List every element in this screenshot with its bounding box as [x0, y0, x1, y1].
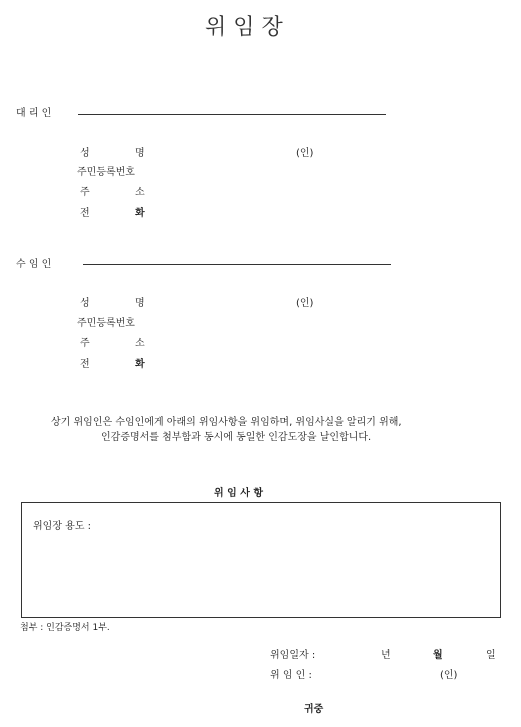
- delegator-name-label-2: 명: [135, 298, 145, 309]
- statement-line-2: 인감증명서를 첨부함과 동시에 동일한 인감도장을 날인합니다.: [101, 432, 372, 443]
- principal-label: 위 임 인 :: [270, 670, 312, 681]
- agent-phone-label: 전: [80, 208, 90, 219]
- delegator-address-label: 주: [80, 338, 90, 349]
- agent-id-label: 주민등록번호: [77, 167, 135, 178]
- date-label: 위임일자 :: [270, 650, 316, 661]
- agent-phone-label-2: 화: [135, 208, 145, 219]
- delegator-underline[interactable]: [83, 264, 391, 265]
- agent-heading: 대 리 인: [16, 108, 52, 119]
- date-day: 일: [486, 650, 496, 661]
- delegator-seal: (인): [296, 298, 314, 309]
- matters-heading: 위 임 사 항: [214, 488, 264, 499]
- attachment-note: 첨부 : 인감증명서 1부.: [20, 623, 110, 633]
- agent-address-label: 주: [80, 187, 90, 198]
- delegator-phone-label: 전: [80, 359, 90, 370]
- principal-seal: (인): [440, 670, 458, 681]
- page-title: 위 임 장: [205, 15, 283, 40]
- delegator-address-label-2: 소: [135, 338, 145, 349]
- statement-line-1: 상기 위임인은 수임인에게 아래의 위임사항을 위임하며, 위임사실을 알리기 위해,: [51, 417, 402, 428]
- agent-underline[interactable]: [78, 114, 386, 115]
- agent-name-label-2: 명: [135, 148, 145, 159]
- delegator-heading: 수 임 인: [16, 259, 52, 270]
- agent-name-label: 성: [80, 148, 90, 159]
- date-year: 년: [381, 650, 391, 661]
- matters-box[interactable]: [21, 502, 501, 618]
- agent-address-label-2: 소: [135, 187, 145, 198]
- delegator-name-label: 성: [80, 298, 90, 309]
- purpose-label: 위임장 용도 :: [33, 521, 92, 532]
- delegator-id-label: 주민등록번호: [77, 318, 135, 329]
- date-month: 월: [433, 650, 443, 661]
- agent-seal: (인): [296, 148, 314, 159]
- addressee: 귀중: [304, 704, 324, 715]
- delegator-phone-label-2: 화: [135, 359, 145, 370]
